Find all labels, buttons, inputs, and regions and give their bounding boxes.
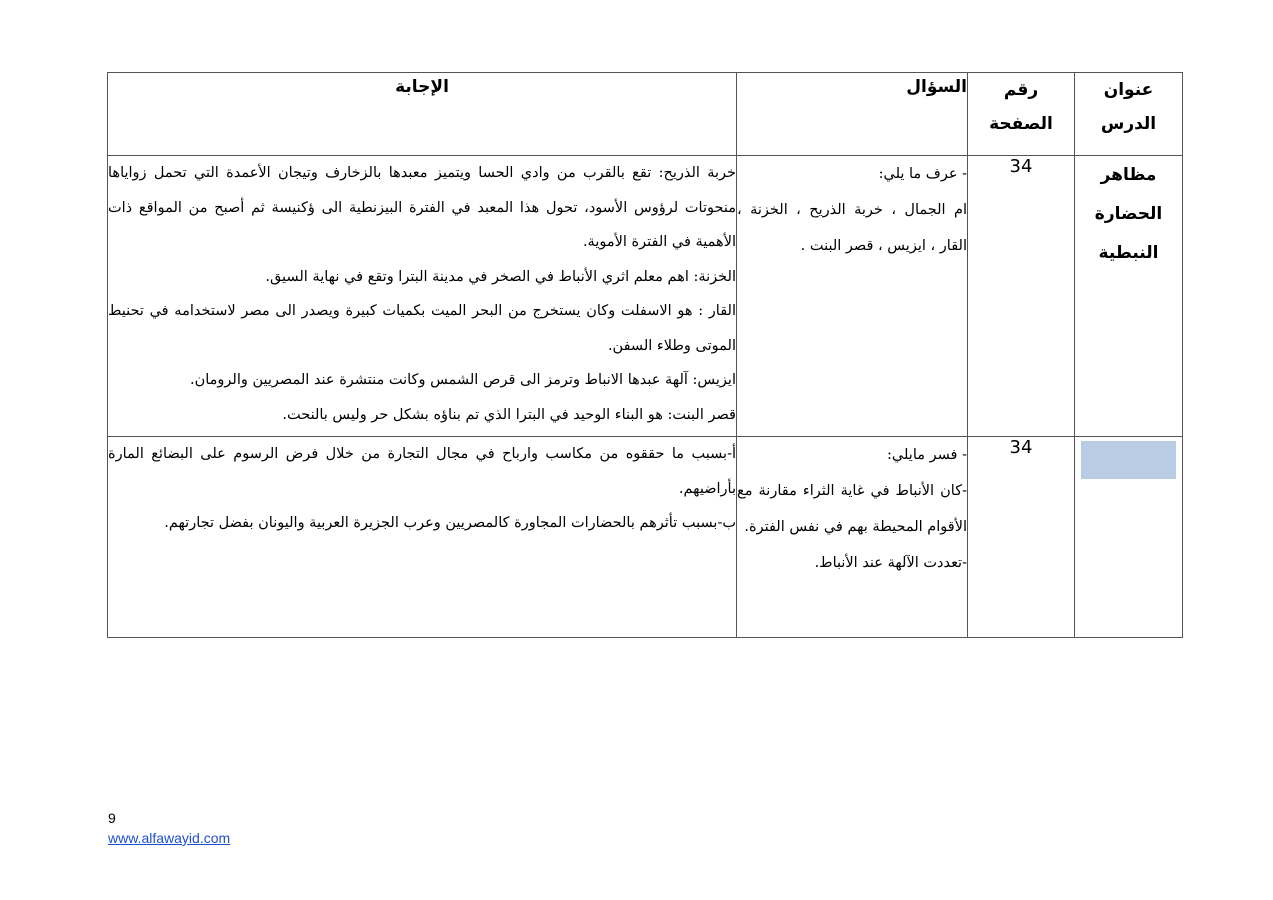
lesson-title-line: النبطية <box>1098 243 1159 263</box>
header-question: السؤال <box>737 73 968 156</box>
lesson-table <box>107 72 1183 638</box>
question-text: ام الجمال ، خربة الذريح ، الخزنة ، القار ، ايزيس ، قصر البنت . <box>737 202 967 254</box>
question-text: -تعددت الآلهة عند الأنباط. <box>814 555 967 571</box>
highlight-box <box>1081 441 1176 479</box>
question-cell <box>737 156 968 437</box>
page-footer <box>108 808 230 848</box>
page-number-cell: 34 <box>968 156 1075 437</box>
header-lesson-title <box>1075 73 1183 156</box>
lesson-title-cell <box>1075 437 1183 638</box>
header-title-line: الدرس <box>1100 114 1157 134</box>
header-answer: الإجابة <box>108 73 737 156</box>
header-page-number <box>968 73 1075 156</box>
page-number-cell: 34 <box>968 437 1075 638</box>
lesson-title-line: مظاهر <box>1100 165 1157 185</box>
website-link[interactable]: www.alfawayid.com <box>108 830 231 846</box>
question-text: - فسر مايلي: <box>887 447 967 463</box>
lesson-title-cell <box>1075 156 1183 437</box>
answer-text: خربة الذريح: تقع بالقرب من وادي الحسا ويتميز معبدها بالزخارف وتيجان الأعمدة التي تحمل زواياها منحوتات لرؤوس الأسود، تحول هذا المعبد في الفترة البيزنطية الى ؤكنيسة ثم أصبح من المواقع ذات الأهمية في الفترة الأموية. <box>108 165 736 250</box>
answer-text: ب-بسبب تأثرهم بالحضارات المجاورة كالمصريين وعرب الجزيرة العربية واليونان بفضل تجارتهم. <box>164 515 736 531</box>
question-text: -كان الأنباط في غاية الثراء مقارنة مع الأقوام المحيطة بهم في نفس الفترة. <box>737 483 967 535</box>
header-page-line: الصفحة <box>989 114 1053 134</box>
answer-cell <box>108 437 737 638</box>
question-text: - عرف ما يلي: <box>878 166 967 182</box>
question-cell <box>737 437 968 638</box>
answer-text: أ-بسبب ما حققوه من مكاسب وارباح في مجال التجارة من خلال فرض الرسوم على البضائع المارة بأراضيهم. <box>108 446 736 497</box>
table-header-row <box>108 73 1183 156</box>
table-row <box>108 156 1183 437</box>
table-row <box>108 437 1183 638</box>
answer-text: قصر البنت: هو البناء الوحيد في البترا الذي تم بناؤه بشكل حر وليس بالنحت. <box>282 406 736 423</box>
answer-text: القار : هو الاسفلت وكان يستخرج من البحر الميت بكميات كبيرة ويصدر الى مصر لاستخدامه في تحنيط الموتى وطلاء السفن. <box>108 303 736 354</box>
header-page-line: رقم <box>1003 80 1039 100</box>
answer-text: ايزيس: آلهة عبدها الانباط وترمز الى قرص الشمس وكانت منتشرة عند المصريين والرومان. <box>189 372 736 388</box>
answer-text: الخزنة: اهم معلم اثري الأنباط في الصخر في مدينة البترا وتقع في نهاية السيق. <box>265 268 736 285</box>
answer-cell <box>108 156 737 437</box>
header-title-line: عنوان <box>1103 80 1154 100</box>
page-number: 9 <box>108 810 116 826</box>
lesson-title-line: الحضارة <box>1094 204 1163 224</box>
